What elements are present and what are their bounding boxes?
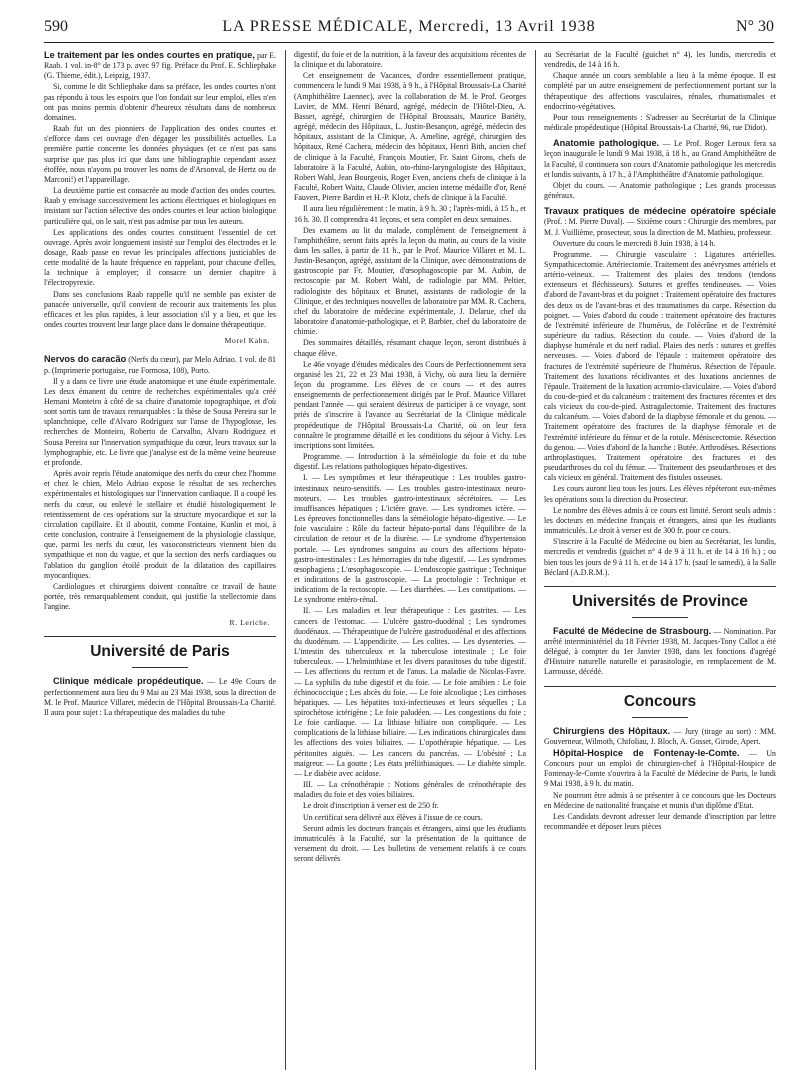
paragraph: Ne pourront être admis à se présenter à ce concours que les Docteurs en Médecine de nationalité française et munis d'un diplôme d'Etat.: [544, 790, 776, 810]
column-1: [44, 50, 276, 1078]
divider: [132, 667, 188, 668]
paragraph: Programme. — Chirurgie vasculaire : Ligatures artérielles. Sympathicectomie. Artériectomie. Traitement des anévrysmes artériels et artério-veineux. — Traitement des plaies des tendons (tendons extenseurs et fléchisseurs). Sutures et greffes tendineuses. — Voies d'abord de l'avant-bras et du poignet : Traitement opératoire des fractures des deux os de l'avant-bras et des traumatismes du carpe. Résection du poignet. — Voies d'abord du coude : traitement opératoire des fractures de l'extrémité inférieure de l'humérus, de l'olécrâne et de l'extrémité supérieure du radius. Résection du coude. — Voies d'abord de la diaphyse humérale et du nerf radial. Plaies des nerfs : sutures et greffes nerveuses. — Voies d'abord de l'épaule : traitement opératoire des fractures de l'extrémité supérieure de l'humérus. Résection de l'épaule. Traitement des luxations récidivantes et des luxations anciennes de l'épaule. Traitement de la luxation acromio-claviculaire. — Voies d'abord du cou-de-pied et du calcanéum : traitement des fractures récentes et des cals vicieux du cou-de-pied. Astragalectomie. Traitement des fractures du calcanéum. — Voies d'abord de la diaphyse fémorale et du genou. — Traitement opératoire des fractures de la diaphyse fémorale et de l'extrémité inférieure du fémur et de la rotule. Méniscectomie. Résection du genou. — Voies d'abord de la hanche : Butée. Arthrodèses. Résections arthroplastiques. Traitement opératoire des fractures et des pseudarthroses du col du fémur. — Traitement des pseudarthroses et des cals vicieux en général. Traitement des fistules osseuses.: [544, 249, 776, 483]
review-entry: [44, 50, 276, 81]
paragraph: au Secrétariat de la Faculté (guichet n° 4), les lundis, mercredis et vendredis, de 14 à 16 h.: [544, 50, 776, 70]
notice-title: Travaux pratiques de médecine opératoire spéciale: [544, 206, 776, 217]
signature: Morel Kahn.: [224, 336, 270, 346]
paragraph: Après avoir repris l'étude anatomique des nerfs du cœur chez l'homme et chez le chien, Melo Adriao expose le résultat de ses recherches expérimentales et histologiques sur l'innervation cardiaque. Il a coupé les nerfs du cœur, ou enlevé le stellaire et étudié histologiquement le retentissement de ces opérations sur la structure myocardique et sur la circulation capillaire. Et il aboutit, comme Fontaine, Kunlin et moi, à cette conclusion, contraire à l'enseignement de la physiologie classique, que, parmi les nerfs du cœur, les vasoconstricteurs viennent bien du sympathique et non du vague, et que la section des nerfs cardiaques ou l'ablation du ganglion étoilé produit de la dilatation des capillaires myocardiques.: [44, 469, 276, 580]
notice: [44, 676, 276, 718]
paragraph: Cardiologues et chirurgiens doivent connaître ce travail de haute portée, très remarquablement conduit, qui justifie la stellectomie dans l'angine.: [44, 581, 276, 612]
column-3: [544, 50, 776, 1078]
divider: [44, 636, 276, 637]
paragraph: III. — La crénothérapie : Notions générales de crénothérapie des maladies du foie et des voies biliaires.: [294, 780, 526, 800]
paragraph: Le nombre des élèves admis à ce cours est limité. Seront seuls admis : les docteurs en médecine français et étrangers, ainsi que les étudiants immatriculés. Le droit à verser est de 300 fr. pour ce cours.: [544, 505, 776, 536]
signature: R. Leriche.: [229, 618, 270, 628]
notice-text: (Prof. : M. Pierre Duval). — Sixième cours : Chirurgie des membres, par M. J. Vuillième, prosecteur, sous la direction de M. Mathieu, professeur.: [544, 217, 776, 237]
paragraph: digestif, du foie et de la nutrition, à la faveur des acquisitions récentes de la clinique et du laboratoire.: [294, 50, 526, 70]
divider: [632, 717, 688, 718]
notice: [544, 206, 776, 237]
page-number: 590: [44, 18, 68, 35]
paragraph: Des sommaires détaillés, résumant chaque leçon, seront distribués à chaque élève.: [294, 338, 526, 358]
paragraph: Un certificat sera délivré aux élèves à l'issue de ce cours.: [303, 812, 483, 822]
paragraph: Les Candidats devront adresser leur demande d'inscription par lettre recommandée et déposer leurs pièces: [544, 811, 776, 831]
paragraph: Dans ses conclusions Raab rappelle qu'il ne semble pas exister de panacée universelle, qu'il convient de recourir aux traitements les plus efficaces et les plus rapides, à leur association s'il y a lieu, et que les ondes courtes trouvent leur large place dans le domaine thérapeutique.: [44, 289, 276, 330]
paragraph: La deuxième partie est consacrée au mode d'action des ondes courtes. Raab y envisage successivement les actions électriques et biologiques en insistant sur l'action sélective des ondes courtes et leur action biologique particulière qui, on le sait, n'est pas admise par tous les auteurs.: [44, 186, 276, 226]
paragraph: I. — Les symptômes et leur thérapeutique : Les troubles gastro-intestinaux neuro-sensitifs. — Les troubles gastro-intestinaux neuro-moteurs. — Les troubles gastro-intestinaux sécrétoires. — Les insuffisances hépatiques ; L'ictère grave. — Les syndromes ictère. — Les épreuves fonctionnelles dans la séméiologie hépato-digestive. — Le foie vasculaire : Rôle du facteur hépato-portal dans l'équilibre de la circulation de retour et de la diurèse. — Le syndrome d'hypertension portale. — Les syndromes sanguins au cours des affections hépato-gastro-intestinales : Les hémorragies du tube digestif. — Les syndromes œsophagiens ; L'œsophagoscopie. — L'endoscopie gastrique ; Technique et indications de la gastroscopie. — La proctologie : Technique et indications de la rectoscopie. — Les diarrhées. — Les constipations. — Le syndrome entéro-rénal.: [294, 473, 526, 605]
notice-title: Anatomie pathologique.: [553, 138, 660, 149]
notice-title: Chirurgiens des Hôpitaux.: [553, 725, 671, 736]
paragraph: Seront admis les docteurs français et étrangers, ainsi que les étudiants immatriculés à la Faculté, sur la présentation de la quittance de versement du droit. — Les bulletins de versement relatifs à ce cours seront délivrés: [294, 823, 526, 864]
notice-title: Clinique médicale propédeutique.: [53, 676, 204, 687]
notice-text: — Nomination. Par arrêté interministériel du 18 Février 1938, M. Jacques-Tony Callot a été délégué, à compter du 1er Janvier 1938, dans les fonctions d'agrégé d'Histoire naturelle naturelle et parasitologie, en remplacement de M. Larrousse, décédé.: [544, 626, 776, 677]
paragraph: Ouverture du cours le mercredi 8 Juin 1938, à 14 h.: [553, 238, 716, 248]
notice: [544, 726, 776, 747]
page-header: [44, 18, 774, 43]
review-title: Le traitement par les ondes courtes en pratique,: [44, 50, 255, 60]
issue-number: N° 30: [736, 18, 774, 35]
column-divider: [285, 50, 286, 1070]
notice: [544, 138, 776, 180]
notice: [544, 626, 776, 678]
divider: [544, 586, 776, 587]
column-2: [294, 50, 526, 1078]
masthead: LA PRESSE MÉDICALE, Mercredi, 13 Avril 1938: [222, 18, 596, 35]
paragraph: Le droit d'inscription à verser est de 250 fr.: [303, 801, 439, 811]
review-entry: [44, 354, 276, 375]
review-reference: (Nerfs du cœur), par Melo Adriao. 1 vol. de 81 p. (Imprimerie portugaise, rue Formosa, 108), Porto.: [44, 355, 276, 375]
divider: [632, 617, 688, 618]
paragraph: Les cours auront lieu tous les jours. Les élèves répéteront eux-mêmes les opérations sous la direction du Prosecteur.: [544, 484, 776, 504]
paragraph: Il aura lieu régulièrement : le matin, à 9 h. 30 ; l'après-midi, à 15 h., et 16 h. 30. Il comprendra 41 leçons, et sera complet en deux semaines.: [294, 204, 526, 224]
paragraph: Des examens au lit du malade, complément de l'enseignement à l'amphithéâtre, seront faits après la leçon du matin, au cours de la visite dans les salles, à partir de 11 h., par le Prof. Maurice Villaret et M. L. Justin-Besançon, agrégé, assistant de la Clinique, avec démonstrations de gastroscopie par Fr. Moutier, d'œsophagoscopie par M. Aubin, de rectoscopie par M. Robert Wahl, de radiologie par MM. Peltier, radiologiste des hôpitaux et Brunet, assistants de radiologie de la Clinique, et des techniques nouvelles de laboratoire par MM. R. Cachera, chef du laboratoire de médecine expérimentale, J. Delarue, chef du laboratoire d'anatomie-pathologique, et P. Barbier, chef du laboratoire de chimie.: [294, 225, 526, 337]
paragraph: S'inscrire à la Faculté de Médecine ou bien au Secrétariat, les lundis, mercredis et vendredis (guichet n° 4 de 9 à 11 h. et de 14 à 16 h.) ; ou bien tous les jours de 9 à 11 h. et de 14 à 17 h. (sauf le samedi), à la Salle Béclard (A.D.R.M.).: [544, 537, 776, 577]
paragraph: Cet enseignement de Vacances, d'ordre essentiellement pratique, commencera le lundi 9 Mai 1938, à 9 h., à l'Hôpital Broussais-La Charité (Amphithéâtre Laennec), avec la collaboration de M. le Prof. Georges Lavier, de MM. Henri Bénard, agrégé, médecin de l'Hôtel-Dieu, A. Basset, agrégé, chirurgien de l'Hôpital Broussais, Maurice Bariéty, agrégé, médecin des Hôpitaux, L. Justin-Besançon, agrégé, médecin des hôpitaux, assistant de la Clinique, A. Ameline, agrégé, chirurgien des hôpitaux, René Cachera, médecin des hôpitaux, Henri Bith, ancien chef de clinique à la Faculté, François Moutier, Fr. Saint Girons, chefs de laboratoire à la Faculté, Aubin, oto-rhino-laryngologiste des Hôpitaux, Robert Wahl, Jean Bourgeois, Roger Even, anciens chefs de clinique à la Faculté, Robert Waitz, Claude Olivier, ancien interne médaille d'or, René Fauvert, Pierre Bardin et H.-P. Klotz, chefs de clinique à la Faculté.: [294, 71, 526, 203]
paragraph: II. — Les maladies et leur thérapeutique : Les gastrites. — Les cancers de l'estomac. — L'ulcère gastro-duodénal ; Les syndromes duodénaux. — Thérapeutique de l'ulcère gastroduodénal et des affections du duodénum. — L'appendicite. — Les colites. — Les dysenteries. — L'intestin des tuberculeux et la tuberculose intestinale ; Le foie tuberculeux. — L'helminthiase et les divers parasitoses du tube digestif. — Les affections du rectum et de l'anus. La maladie de Nicolas-Favre. — La syphilis du tube digestif et du foie. — Le foie amibien : Le foie échinococcique ; Les abcès du foie. — Le foie alcoolique ; Les cirrhoses hépatiques. — Les hépatites toxi-infectieuses et leurs séquelles ; La spirochétose ictérigène ; Le foie paludéen. — Les congestions du foie ; Le foie cardiaque. — La lithiase biliaire non compliquée. — Les complications de la lithiase biliaire. — Les indications chirurgicales dans les affections des voies biliaires. — L'opothérapie hépatique. — Les péritonites aiguës. — Les cancers du pancréas. — L'obésité ; La maigreur. — La goutte ; Les états préliithiasiques. — Le diabète simple. — Le diabète avec acidose.: [294, 606, 526, 778]
divider: [544, 686, 776, 687]
review-reference: par E. Raab. 1 vol. in-8° de 173 p. avec 97 fig. Préface du Prof. E. Schliephake (G. Thieme, édit.), Leipzig, 1937.: [44, 51, 276, 81]
paragraph: Objet du cours. — Anatomie pathologique ; Les grands processus généraux.: [544, 180, 776, 201]
paragraph: Si, comme le dit Schliephake dans sa préface, les ondes courtes n'ont pas répondu à tous les espoirs que l'on fondait sur leur emploi, elles n'en ont pas moins permis d'obtenir d'heureux résultats dans de nombreux domaines.: [44, 82, 276, 122]
paragraph: Chaque année un cours semblable a lieu à la même époque. Il est complété par un autre enseignement de perfectionnement portant sur la thérapeutique des affections vasculaires, rénales, rhumatismales et endocrino-végétatives.: [544, 71, 776, 111]
notice-text: — Le Prof. Roger Leroux fera sa leçon inaugurale le lundi 9 Mai 1938, à 18 h., au Grand Amphithéâtre de la Faculté, il continuera son cours d'Anatomie pathologique les mercredis et lundis suivants, à 17 h., à l'Amphithéâtre d'Anatomie pathologique.: [544, 139, 776, 179]
notice-title: Hôpital-Hospice de Fontenay-le-Comte.: [553, 747, 740, 758]
column-divider: [535, 50, 536, 1070]
review-title: Nervos do caracão: [44, 354, 127, 365]
notice-text: — Un Concours pour un emploi de chirurgien-chef à l'Hôpital-Hospice de Fontenay-le-Comte s'ouvrira à la Faculté de Médecine de Paris, le lundi 9 Mai 1938, à 9 h. du matin.: [544, 748, 776, 789]
notice-title: Faculté de Médecine de Strasbourg.: [553, 625, 712, 636]
section-heading: Université de Paris: [90, 643, 230, 661]
paragraph: Le 46e voyage d'études médicales des Cours de Perfectionnement sera organisé les 21, 22 et 23 Mai 1938, à Vichy, où aura lieu la dernière leçon du programme. Les élèves de ce cours — et des autres enseignements de perfectionnement dirigés par le Prof. Maurice Villaret pendant l'année — qui seraient désireux de participer à ce voyage, sont priés de s'inscrire à l'avance au Secrétariat de la Clinique médicale propédeutique de l'Hôpital Broussais-La Charité, où on leur fera connaître le programme détaillé et les conditions du séjour à Vichy. Les inscriptions sont limitées.: [294, 359, 526, 450]
paragraph: Programme. — Introduction à la séméiologie du foie et du tube digestif. Les relations pathologiques hépato-digestives.: [294, 452, 526, 472]
notice-text: — Jury (tirage au sort) : MM. Gouverneur, Wilmoth, Chifoliau, J. Bloch, A. Gosset, Girode, Apert.: [544, 726, 776, 746]
notice: [544, 748, 776, 790]
section-heading: Concours: [623, 692, 697, 710]
paragraph: Pour tous renseignements : S'adresser au Secrétariat de la Clinique médicale propédeutique (Hôpital Broussais-La Charité, 96, rue Didot).: [544, 112, 776, 133]
paragraph: Il y a dans ce livre une étude anatomique et une étude expérimentale. Les deux émanent du centre de recherches expérimentales qu'a créé Hernani Monteiro à côté de sa chaire d'anatomie topographique, et d'où sont sortis tant de travaux remarquables : la thèse de Sousa Pereira sur le splanchnique, celle d'Alvaro Rodriguez sur l'anse de l'hypoglosse, les recherches de Monteiro, Roberto de Carvalho, Alvaro Rodriguez et Sousa Pereira sur l'innervation sympathique du cœur, leurs travaux sur la lymphographie, etc. Le livre que j'analyse est de la même veine heureuse et profonde.: [44, 376, 276, 467]
section-heading: Universités de Province: [572, 592, 748, 610]
notice-text: — Le 49e Cours de perfectionnement aura lieu du 9 Mai au 23 Mai 1938, sous la direction de M. le Prof. Maurice Villaret, médecin de l'Hôpital Broussais-La Charité. Il aura pour sujet : La thérapeutique des maladies du tube: [44, 677, 276, 717]
paragraph: Les applications des ondes courtes constituent l'essentiel de cet ouvrage. Après avoir longuement insisté sur l'emploi des électrodes et le dosage, Raab passe en revue les principales affections justiciables de cette modalité de la haute fréquence en rappelant, pour chacune d'elles, la technique à employer; il consacre un dernier chapitre à l'électropyrexie.: [44, 227, 276, 288]
paragraph: Raab fut un des pionniers de l'application des ondes courtes et s'efforce dans cet ouvrage d'en dégager les possibilités actuelles. La première partie concerne les données physiques (et ce n'est pas sans surprise que pas plus ici que dans une bibliographie cependant assez étoffée, nous n'ayons pu trouver les noms de d'Arsonval, de Hertz ou de Marconi!) et l'appareillage.: [44, 124, 276, 184]
